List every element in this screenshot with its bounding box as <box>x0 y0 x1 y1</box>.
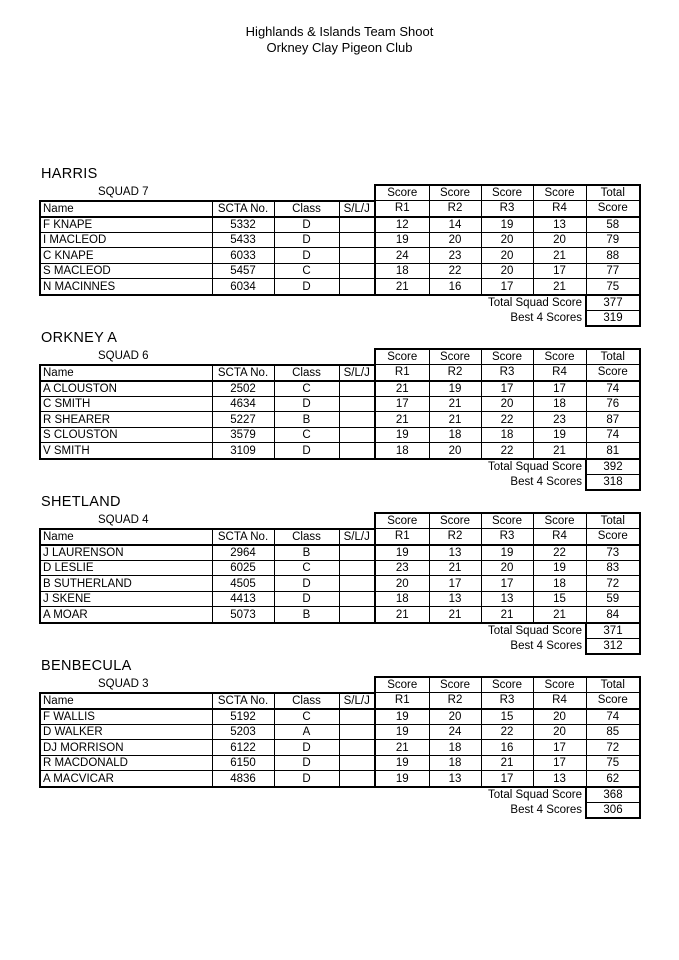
cell-r3: 17 <box>481 381 533 397</box>
cell-r3: 17 <box>481 771 533 787</box>
table-row <box>40 607 640 623</box>
table-row <box>40 560 640 576</box>
cell-r4: 19 <box>533 427 586 443</box>
cell-slj <box>339 709 375 725</box>
cell-r4: 21 <box>533 248 586 264</box>
table-row <box>40 755 640 771</box>
table-row <box>40 232 640 248</box>
cell-r4: 23 <box>533 412 586 428</box>
header-score: Score <box>429 677 481 693</box>
header-total: Total <box>586 513 640 529</box>
cell-name: R MACDONALD <box>40 755 212 771</box>
cell-class: D <box>274 755 339 771</box>
table-row <box>40 724 640 740</box>
cell-r3: 21 <box>481 755 533 771</box>
table-row <box>40 576 640 592</box>
cell-r2: 23 <box>429 248 481 264</box>
cell-total: 62 <box>586 771 640 787</box>
cell-scta: 5203 <box>212 724 274 740</box>
cell-class: C <box>274 560 339 576</box>
cell-slj <box>339 396 375 412</box>
total-squad-score-value: 371 <box>586 623 640 639</box>
cell-r1: 19 <box>375 545 429 561</box>
header-score: Score <box>375 185 429 201</box>
header-score: Score <box>481 513 533 529</box>
score-table <box>39 348 641 491</box>
header-name: Name <box>40 201 212 217</box>
header-name: Name <box>40 529 212 545</box>
cell-slj <box>339 545 375 561</box>
cell-scta: 5332 <box>212 217 274 233</box>
table-row <box>40 427 640 443</box>
cell-slj <box>339 591 375 607</box>
cell-name: A MACVICAR <box>40 771 212 787</box>
best-4-scores-value: 312 <box>586 638 640 654</box>
cell-class: D <box>274 248 339 264</box>
cell-scta: 4836 <box>212 771 274 787</box>
cell-r1: 21 <box>375 412 429 428</box>
header-r2: R2 <box>429 365 481 381</box>
squad-label: SQUAD 6 <box>98 350 149 363</box>
total-squad-score-value: 368 <box>586 787 640 803</box>
header-score: Score <box>533 513 586 529</box>
cell-scta: 4413 <box>212 591 274 607</box>
table-row <box>40 740 640 756</box>
cell-slj <box>339 217 375 233</box>
header-score: Score <box>481 185 533 201</box>
cell-total: 75 <box>586 279 640 295</box>
cell-r1: 18 <box>375 591 429 607</box>
cell-r4: 15 <box>533 591 586 607</box>
spacer <box>40 310 429 326</box>
cell-scta: 2964 <box>212 545 274 561</box>
total-squad-score-value: 392 <box>586 459 640 475</box>
cell-slj <box>339 740 375 756</box>
cell-name: A MOAR <box>40 607 212 623</box>
header-score: Score <box>375 513 429 529</box>
spacer <box>40 623 429 639</box>
cell-name: A CLOUSTON <box>40 381 212 397</box>
cell-r2: 13 <box>429 771 481 787</box>
cell-class: D <box>274 396 339 412</box>
cell-slj <box>339 412 375 428</box>
header-score: Score <box>375 677 429 693</box>
header-score: Score <box>375 349 429 365</box>
header-r1: R1 <box>375 529 429 545</box>
cell-total: 74 <box>586 709 640 725</box>
header-score: Score <box>429 185 481 201</box>
cell-class: B <box>274 607 339 623</box>
cell-name: D WALKER <box>40 724 212 740</box>
header-score: Score <box>481 677 533 693</box>
cell-r1: 12 <box>375 217 429 233</box>
header-r3: R3 <box>481 529 533 545</box>
cell-r2: 18 <box>429 755 481 771</box>
cell-r1: 19 <box>375 771 429 787</box>
header-r3: R3 <box>481 201 533 217</box>
total-squad-score-label: Total Squad Score <box>488 460 582 473</box>
table-row <box>40 443 640 459</box>
table-row <box>40 396 640 412</box>
document-title <box>0 24 679 56</box>
cell-class: C <box>274 381 339 397</box>
header-slj: S/L/J <box>339 693 375 709</box>
cell-r2: 20 <box>429 709 481 725</box>
total-squad-score-value: 377 <box>586 295 640 311</box>
cell-r4: 17 <box>533 263 586 279</box>
header-class: Class <box>274 693 339 709</box>
cell-r3: 20 <box>481 263 533 279</box>
cell-name: J SKENE <box>40 591 212 607</box>
cell-class: D <box>274 771 339 787</box>
cell-scta: 3579 <box>212 427 274 443</box>
cell-r4: 13 <box>533 771 586 787</box>
header-r4: R4 <box>533 693 586 709</box>
cell-r4: 17 <box>533 740 586 756</box>
cell-slj <box>339 427 375 443</box>
cell-r4: 18 <box>533 576 586 592</box>
header-total: Total <box>586 677 640 693</box>
header-r1: R1 <box>375 365 429 381</box>
cell-class: B <box>274 545 339 561</box>
cell-scta: 5227 <box>212 412 274 428</box>
cell-r3: 22 <box>481 443 533 459</box>
cell-total: 75 <box>586 755 640 771</box>
spacer <box>40 638 429 654</box>
cell-r1: 18 <box>375 443 429 459</box>
header-r2: R2 <box>429 201 481 217</box>
header-total-score: Score <box>586 201 640 217</box>
spacer <box>40 802 429 818</box>
cell-total: 73 <box>586 545 640 561</box>
cell-r1: 19 <box>375 724 429 740</box>
header-score: Score <box>429 513 481 529</box>
cell-scta: 6025 <box>212 560 274 576</box>
cell-name: F WALLIS <box>40 709 212 725</box>
cell-r2: 13 <box>429 545 481 561</box>
table-row <box>40 381 640 397</box>
header-slj: S/L/J <box>339 365 375 381</box>
cell-class: C <box>274 427 339 443</box>
cell-name: R SHEARER <box>40 412 212 428</box>
cell-scta: 5073 <box>212 607 274 623</box>
cell-class: D <box>274 576 339 592</box>
header-total: Total <box>586 349 640 365</box>
cell-scta: 3109 <box>212 443 274 459</box>
cell-slj <box>339 232 375 248</box>
cell-slj <box>339 576 375 592</box>
cell-total: 72 <box>586 740 640 756</box>
cell-r1: 21 <box>375 740 429 756</box>
cell-scta: 5457 <box>212 263 274 279</box>
cell-r1: 21 <box>375 607 429 623</box>
header-class: Class <box>274 529 339 545</box>
header-r1: R1 <box>375 201 429 217</box>
cell-r3: 20 <box>481 248 533 264</box>
cell-name: DJ MORRISON <box>40 740 212 756</box>
header-r3: R3 <box>481 365 533 381</box>
spacer <box>40 459 429 475</box>
cell-r4: 21 <box>533 443 586 459</box>
cell-scta: 5192 <box>212 709 274 725</box>
cell-total: 88 <box>586 248 640 264</box>
cell-r3: 19 <box>481 545 533 561</box>
cell-r3: 22 <box>481 412 533 428</box>
cell-r2: 20 <box>429 443 481 459</box>
cell-r1: 23 <box>375 560 429 576</box>
cell-name: N MACINNES <box>40 279 212 295</box>
total-squad-score-label: Total Squad Score <box>488 296 582 309</box>
table-row <box>40 771 640 787</box>
cell-r4: 17 <box>533 755 586 771</box>
header-score: Score <box>533 185 586 201</box>
cell-name: B SUTHERLAND <box>40 576 212 592</box>
header-scta: SCTA No. <box>212 693 274 709</box>
score-table <box>39 184 641 327</box>
cell-slj <box>339 607 375 623</box>
best-4-scores-label: Best 4 Scores <box>510 475 582 488</box>
cell-class: D <box>274 279 339 295</box>
header-total-score: Score <box>586 529 640 545</box>
cell-slj <box>339 560 375 576</box>
table-row <box>40 709 640 725</box>
header-name: Name <box>40 693 212 709</box>
table-row <box>40 591 640 607</box>
header-r4: R4 <box>533 529 586 545</box>
cell-slj <box>339 724 375 740</box>
cell-r2: 16 <box>429 279 481 295</box>
best-4-scores-value: 318 <box>586 474 640 490</box>
table-row <box>40 545 640 561</box>
cell-total: 87 <box>586 412 640 428</box>
cell-name: C KNAPE <box>40 248 212 264</box>
cell-class: C <box>274 263 339 279</box>
cell-class: A <box>274 724 339 740</box>
cell-r1: 19 <box>375 427 429 443</box>
cell-r3: 21 <box>481 607 533 623</box>
cell-total: 59 <box>586 591 640 607</box>
cell-r4: 17 <box>533 381 586 397</box>
header-score: Score <box>533 349 586 365</box>
cell-r2: 13 <box>429 591 481 607</box>
cell-scta: 6122 <box>212 740 274 756</box>
cell-r1: 19 <box>375 755 429 771</box>
cell-class: D <box>274 443 339 459</box>
cell-scta: 6150 <box>212 755 274 771</box>
cell-r3: 20 <box>481 560 533 576</box>
cell-total: 84 <box>586 607 640 623</box>
header-r2: R2 <box>429 529 481 545</box>
cell-slj <box>339 248 375 264</box>
header-scta: SCTA No. <box>212 201 274 217</box>
squad-label: SQUAD 3 <box>98 678 149 691</box>
cell-r3: 15 <box>481 709 533 725</box>
cell-name: C SMITH <box>40 396 212 412</box>
cell-name: V SMITH <box>40 443 212 459</box>
cell-scta: 5433 <box>212 232 274 248</box>
cell-slj <box>339 263 375 279</box>
cell-class: D <box>274 232 339 248</box>
cell-name: I MACLEOD <box>40 232 212 248</box>
cell-r1: 19 <box>375 709 429 725</box>
score-table <box>39 676 641 819</box>
cell-r1: 21 <box>375 381 429 397</box>
cell-r2: 18 <box>429 427 481 443</box>
header-scta: SCTA No. <box>212 365 274 381</box>
cell-class: B <box>274 412 339 428</box>
cell-scta: 6033 <box>212 248 274 264</box>
best-4-scores-label: Best 4 Scores <box>510 639 582 652</box>
spacer <box>40 474 429 490</box>
cell-r2: 14 <box>429 217 481 233</box>
best-4-scores-value: 319 <box>586 310 640 326</box>
header-r4: R4 <box>533 201 586 217</box>
cell-scta: 4634 <box>212 396 274 412</box>
cell-r1: 19 <box>375 232 429 248</box>
cell-r3: 16 <box>481 740 533 756</box>
cell-scta: 6034 <box>212 279 274 295</box>
cell-r4: 18 <box>533 396 586 412</box>
cell-slj <box>339 443 375 459</box>
team-name: BENBECULA <box>41 658 132 674</box>
team-name: HARRIS <box>41 166 98 182</box>
title-line-1: Highlands & Islands Team Shoot <box>245 24 434 39</box>
header-total-score: Score <box>586 365 640 381</box>
cell-name: S MACLEOD <box>40 263 212 279</box>
cell-r4: 22 <box>533 545 586 561</box>
cell-slj <box>339 279 375 295</box>
cell-total: 76 <box>586 396 640 412</box>
cell-r2: 21 <box>429 560 481 576</box>
cell-r3: 17 <box>481 279 533 295</box>
cell-class: D <box>274 217 339 233</box>
header-r4: R4 <box>533 365 586 381</box>
cell-r4: 20 <box>533 232 586 248</box>
header-name: Name <box>40 365 212 381</box>
cell-r2: 19 <box>429 381 481 397</box>
cell-r2: 18 <box>429 740 481 756</box>
cell-r4: 20 <box>533 709 586 725</box>
cell-r4: 13 <box>533 217 586 233</box>
squad-label: SQUAD 4 <box>98 514 149 527</box>
table-row <box>40 412 640 428</box>
cell-r3: 20 <box>481 396 533 412</box>
cell-r2: 21 <box>429 412 481 428</box>
cell-r4: 20 <box>533 724 586 740</box>
header-total-score: Score <box>586 693 640 709</box>
score-table <box>39 512 641 655</box>
cell-r4: 21 <box>533 607 586 623</box>
cell-r3: 17 <box>481 576 533 592</box>
title-line-2: Orkney Clay Pigeon Club <box>266 40 413 55</box>
header-total: Total <box>586 185 640 201</box>
spacer <box>40 295 429 311</box>
cell-r2: 21 <box>429 607 481 623</box>
cell-name: S CLOUSTON <box>40 427 212 443</box>
cell-total: 77 <box>586 263 640 279</box>
cell-name: D LESLIE <box>40 560 212 576</box>
cell-name: F KNAPE <box>40 217 212 233</box>
team-name: ORKNEY A <box>41 330 118 346</box>
total-squad-score-label: Total Squad Score <box>488 624 582 637</box>
header-scta: SCTA No. <box>212 529 274 545</box>
cell-r2: 22 <box>429 263 481 279</box>
cell-total: 74 <box>586 427 640 443</box>
cell-r2: 24 <box>429 724 481 740</box>
cell-total: 74 <box>586 381 640 397</box>
cell-r1: 17 <box>375 396 429 412</box>
header-r1: R1 <box>375 693 429 709</box>
header-r2: R2 <box>429 693 481 709</box>
cell-name: J LAURENSON <box>40 545 212 561</box>
best-4-scores-value: 306 <box>586 802 640 818</box>
header-slj: S/L/J <box>339 201 375 217</box>
cell-scta: 4505 <box>212 576 274 592</box>
cell-class: D <box>274 740 339 756</box>
best-4-scores-label: Best 4 Scores <box>510 803 582 816</box>
header-class: Class <box>274 201 339 217</box>
cell-r2: 21 <box>429 396 481 412</box>
cell-r4: 19 <box>533 560 586 576</box>
header-score: Score <box>481 349 533 365</box>
spacer <box>40 787 429 803</box>
cell-total: 72 <box>586 576 640 592</box>
table-row <box>40 217 640 233</box>
header-score: Score <box>533 677 586 693</box>
cell-r1: 20 <box>375 576 429 592</box>
cell-r1: 21 <box>375 279 429 295</box>
cell-r3: 19 <box>481 217 533 233</box>
cell-total: 81 <box>586 443 640 459</box>
cell-slj <box>339 381 375 397</box>
table-row <box>40 248 640 264</box>
cell-slj <box>339 755 375 771</box>
cell-r3: 22 <box>481 724 533 740</box>
header-r3: R3 <box>481 693 533 709</box>
total-squad-score-label: Total Squad Score <box>488 788 582 801</box>
cell-total: 79 <box>586 232 640 248</box>
cell-r3: 20 <box>481 232 533 248</box>
cell-total: 83 <box>586 560 640 576</box>
cell-r3: 18 <box>481 427 533 443</box>
cell-slj <box>339 771 375 787</box>
team-name: SHETLAND <box>41 494 121 510</box>
table-row <box>40 279 640 295</box>
header-score: Score <box>429 349 481 365</box>
best-4-scores-label: Best 4 Scores <box>510 311 582 324</box>
cell-r2: 20 <box>429 232 481 248</box>
cell-r1: 24 <box>375 248 429 264</box>
squad-label: SQUAD 7 <box>98 186 149 199</box>
cell-r3: 13 <box>481 591 533 607</box>
header-slj: S/L/J <box>339 529 375 545</box>
cell-r1: 18 <box>375 263 429 279</box>
cell-class: D <box>274 591 339 607</box>
header-class: Class <box>274 365 339 381</box>
cell-class: C <box>274 709 339 725</box>
cell-total: 85 <box>586 724 640 740</box>
cell-total: 58 <box>586 217 640 233</box>
table-row <box>40 263 640 279</box>
cell-r4: 21 <box>533 279 586 295</box>
cell-scta: 2502 <box>212 381 274 397</box>
cell-r2: 17 <box>429 576 481 592</box>
